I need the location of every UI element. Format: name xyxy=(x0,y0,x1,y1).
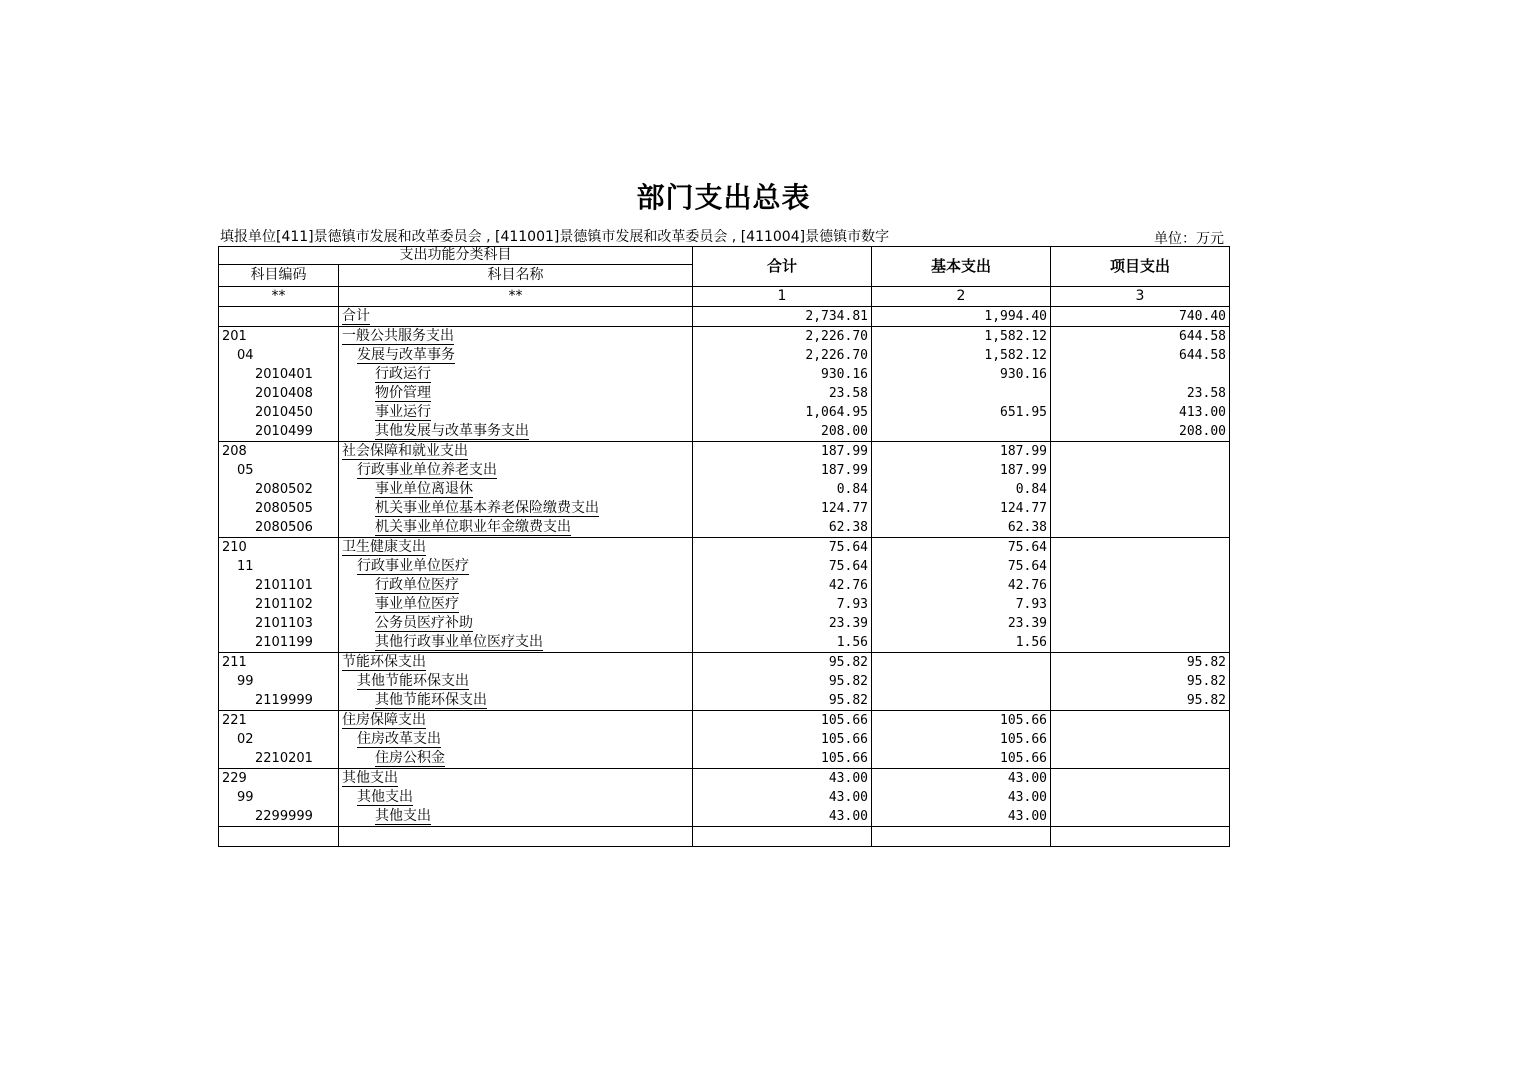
cell-name-text: 其他节能环保支出 xyxy=(375,692,487,708)
cell-basic: 105.66 xyxy=(872,711,1051,731)
cell-total: 2,226.70 xyxy=(693,346,872,365)
cell-name xyxy=(339,384,693,403)
page-title: 部门支出总表 xyxy=(636,181,811,214)
cell-basic xyxy=(872,691,1051,711)
cell-empty xyxy=(1051,827,1230,847)
cell-total: 124.77 xyxy=(693,499,872,518)
cell-basic: 42.76 xyxy=(872,576,1051,595)
cell-total: 7.93 xyxy=(693,595,872,614)
cell-total: 2,734.81 xyxy=(693,307,872,327)
cell-name-text: 事业单位离退休 xyxy=(375,481,473,497)
cell-empty xyxy=(339,827,693,847)
cell-name-text: 行政事业单位养老支出 xyxy=(357,462,497,478)
cell-basic: 62.38 xyxy=(872,518,1051,538)
cell-name xyxy=(339,557,693,576)
cell-basic: 187.99 xyxy=(872,442,1051,462)
cell-name xyxy=(339,788,693,807)
cell-project xyxy=(1051,711,1230,731)
table-row xyxy=(219,557,1230,576)
table-row xyxy=(219,769,1230,789)
cell-name xyxy=(339,346,693,365)
cell-name xyxy=(339,711,693,731)
cell-name-text: 一般公共服务支出 xyxy=(342,328,454,344)
cell-code: 2010408 xyxy=(219,384,339,403)
cell-project xyxy=(1051,614,1230,633)
cell-code: 04 xyxy=(219,346,339,365)
cell-project xyxy=(1051,730,1230,749)
cell-name-text: 社会保障和就业支出 xyxy=(342,443,468,459)
cell-name-text: 住房公积金 xyxy=(375,750,445,766)
header-total: 合计 xyxy=(693,247,872,287)
index-total: 1 xyxy=(693,287,872,307)
cell-total: 187.99 xyxy=(693,442,872,462)
cell-name xyxy=(339,480,693,499)
cell-basic: 105.66 xyxy=(872,730,1051,749)
currency-unit: 单位：万元 xyxy=(1154,231,1224,247)
cell-code: 201 xyxy=(219,327,339,347)
table-row xyxy=(219,691,1230,711)
cell-code: 211 xyxy=(219,653,339,673)
table-row xyxy=(219,595,1230,614)
cell-basic: 75.64 xyxy=(872,557,1051,576)
cell-name-text: 发展与改革事务 xyxy=(357,347,455,363)
cell-code: 2080506 xyxy=(219,518,339,538)
cell-name-text: 住房保障支出 xyxy=(342,712,426,728)
cell-name-text: 住房改革支出 xyxy=(357,731,441,747)
cell-name xyxy=(339,576,693,595)
cell-project xyxy=(1051,576,1230,595)
cell-name xyxy=(339,614,693,633)
header-group: 支出功能分类科目 xyxy=(219,247,693,265)
table-row xyxy=(219,614,1230,633)
cell-empty xyxy=(872,827,1051,847)
table-row xyxy=(219,672,1230,691)
table-row xyxy=(219,442,1230,462)
cell-project xyxy=(1051,538,1230,558)
cell-name-text: 公务员医疗补助 xyxy=(375,615,473,631)
cell-total: 43.00 xyxy=(693,807,872,827)
cell-basic: 930.16 xyxy=(872,365,1051,384)
cell-total: 208.00 xyxy=(693,422,872,442)
cell-name xyxy=(339,365,693,384)
cell-name xyxy=(339,422,693,442)
cell-name-text: 事业运行 xyxy=(375,404,431,420)
cell-code: 2299999 xyxy=(219,807,339,827)
cell-code: 2101103 xyxy=(219,614,339,633)
cell-name-text: 卫生健康支出 xyxy=(342,539,426,555)
cell-basic: 23.39 xyxy=(872,614,1051,633)
header-name: 科目名称 xyxy=(339,265,693,287)
cell-name-text: 行政运行 xyxy=(375,366,431,382)
cell-name xyxy=(339,595,693,614)
cell-project xyxy=(1051,633,1230,653)
table-row xyxy=(219,346,1230,365)
cell-project: 413.00 xyxy=(1051,403,1230,422)
table-row xyxy=(219,653,1230,673)
cell-code xyxy=(219,307,339,327)
cell-code: 210 xyxy=(219,538,339,558)
cell-name-text: 其他支出 xyxy=(342,770,398,786)
table-row xyxy=(219,403,1230,422)
cell-project: 95.82 xyxy=(1051,691,1230,711)
table-row xyxy=(219,711,1230,731)
cell-basic: 0.84 xyxy=(872,480,1051,499)
cell-project: 208.00 xyxy=(1051,422,1230,442)
cell-project xyxy=(1051,595,1230,614)
cell-basic: 7.93 xyxy=(872,595,1051,614)
cell-basic: 75.64 xyxy=(872,538,1051,558)
cell-name-text: 其他发展与改革事务支出 xyxy=(375,423,529,439)
cell-basic xyxy=(872,672,1051,691)
cell-basic: 124.77 xyxy=(872,499,1051,518)
cell-basic: 1.56 xyxy=(872,633,1051,653)
cell-name xyxy=(339,461,693,480)
table-row xyxy=(219,365,1230,384)
cell-project xyxy=(1051,518,1230,538)
header-row-group xyxy=(219,247,1230,265)
cell-code: 2080502 xyxy=(219,480,339,499)
cell-code: 05 xyxy=(219,461,339,480)
table-row xyxy=(219,499,1230,518)
header-basic: 基本支出 xyxy=(872,247,1051,287)
cell-code: 2101101 xyxy=(219,576,339,595)
cell-name-text: 其他行政事业单位医疗支出 xyxy=(375,634,543,650)
table-row xyxy=(219,461,1230,480)
cell-code: 221 xyxy=(219,711,339,731)
cell-name xyxy=(339,518,693,538)
cell-basic: 651.95 xyxy=(872,403,1051,422)
report-meta xyxy=(218,224,1229,246)
cell-project xyxy=(1051,769,1230,789)
cell-name-text: 其他节能环保支出 xyxy=(357,673,469,689)
cell-name xyxy=(339,653,693,673)
cell-name-text: 合计 xyxy=(342,308,370,324)
table-row xyxy=(219,538,1230,558)
cell-name-text: 行政单位医疗 xyxy=(375,577,459,593)
cell-total: 105.66 xyxy=(693,711,872,731)
cell-project: 23.58 xyxy=(1051,384,1230,403)
header-code: 科目编码 xyxy=(219,265,339,287)
cell-project: 95.82 xyxy=(1051,653,1230,673)
header-row-index xyxy=(219,287,1230,307)
cell-project xyxy=(1051,442,1230,462)
table-row xyxy=(219,576,1230,595)
cell-name-text: 机关事业单位职业年金缴费支出 xyxy=(375,519,571,535)
cell-total: 43.00 xyxy=(693,769,872,789)
cell-name xyxy=(339,327,693,347)
cell-project: 644.58 xyxy=(1051,327,1230,347)
cell-empty xyxy=(219,827,339,847)
cell-empty xyxy=(693,827,872,847)
cell-project: 95.82 xyxy=(1051,672,1230,691)
cell-name xyxy=(339,749,693,769)
cell-name xyxy=(339,769,693,789)
cell-total: 2,226.70 xyxy=(693,327,872,347)
cell-total: 1.56 xyxy=(693,633,872,653)
cell-name-text: 其他支出 xyxy=(357,789,413,805)
header-project: 项目支出 xyxy=(1051,247,1230,287)
cell-total: 105.66 xyxy=(693,730,872,749)
cell-basic: 1,582.12 xyxy=(872,346,1051,365)
cell-code: 2101199 xyxy=(219,633,339,653)
table-row xyxy=(219,384,1230,403)
cell-project xyxy=(1051,749,1230,769)
cell-name xyxy=(339,442,693,462)
table-row xyxy=(219,327,1230,347)
cell-project: 644.58 xyxy=(1051,346,1230,365)
cell-basic: 43.00 xyxy=(872,807,1051,827)
cell-basic: 43.00 xyxy=(872,769,1051,789)
cell-name xyxy=(339,307,693,327)
cell-project xyxy=(1051,788,1230,807)
index-code: ** xyxy=(219,287,339,307)
cell-total: 23.58 xyxy=(693,384,872,403)
cell-code: 208 xyxy=(219,442,339,462)
cell-basic: 105.66 xyxy=(872,749,1051,769)
cell-code: 2101102 xyxy=(219,595,339,614)
cell-total: 42.76 xyxy=(693,576,872,595)
cell-name xyxy=(339,730,693,749)
cell-project xyxy=(1051,480,1230,499)
cell-code: 2010499 xyxy=(219,422,339,442)
cell-code: 99 xyxy=(219,672,339,691)
cell-project xyxy=(1051,365,1230,384)
cell-code: 2119999 xyxy=(219,691,339,711)
cell-code: 2080505 xyxy=(219,499,339,518)
cell-name xyxy=(339,499,693,518)
cell-code: 2210201 xyxy=(219,749,339,769)
cell-code: 99 xyxy=(219,788,339,807)
cell-name xyxy=(339,807,693,827)
cell-name-text: 物价管理 xyxy=(375,385,431,401)
cell-project: 740.40 xyxy=(1051,307,1230,327)
table-row xyxy=(219,480,1230,499)
cell-total: 75.64 xyxy=(693,557,872,576)
cell-name xyxy=(339,672,693,691)
table-row xyxy=(219,730,1230,749)
cell-name-text: 节能环保支出 xyxy=(342,654,426,670)
cell-name-text: 机关事业单位基本养老保险缴费支出 xyxy=(375,500,599,516)
index-project: 3 xyxy=(1051,287,1230,307)
table-row xyxy=(219,749,1230,769)
table-row xyxy=(219,422,1230,442)
cell-total: 187.99 xyxy=(693,461,872,480)
cell-name xyxy=(339,691,693,711)
cell-total: 62.38 xyxy=(693,518,872,538)
cell-total: 95.82 xyxy=(693,653,872,673)
expenditure-table xyxy=(218,246,1230,847)
filler-unit: 填报单位[411]景德镇市发展和改革委员会 , [411001]景德镇市发展和改革委员会 , [411004]景德镇市数字 xyxy=(220,229,890,245)
cell-total: 95.82 xyxy=(693,691,872,711)
table-row xyxy=(219,307,1230,327)
cell-total: 75.64 xyxy=(693,538,872,558)
table-row xyxy=(219,788,1230,807)
cell-total: 930.16 xyxy=(693,365,872,384)
cell-project xyxy=(1051,807,1230,827)
cell-basic xyxy=(872,384,1051,403)
cell-basic xyxy=(872,653,1051,673)
table-row xyxy=(219,518,1230,538)
index-basic: 2 xyxy=(872,287,1051,307)
cell-code: 11 xyxy=(219,557,339,576)
cell-name-text: 行政事业单位医疗 xyxy=(357,558,469,574)
cell-total: 43.00 xyxy=(693,788,872,807)
cell-basic: 1,994.40 xyxy=(872,307,1051,327)
table-row xyxy=(219,807,1230,827)
index-name: ** xyxy=(339,287,693,307)
cell-name-text: 事业单位医疗 xyxy=(375,596,459,612)
cell-name-text: 其他支出 xyxy=(375,808,431,824)
cell-total: 0.84 xyxy=(693,480,872,499)
cell-basic: 43.00 xyxy=(872,788,1051,807)
cell-name xyxy=(339,538,693,558)
cell-code: 2010401 xyxy=(219,365,339,384)
cell-name xyxy=(339,403,693,422)
cell-code: 229 xyxy=(219,769,339,789)
table-row-empty xyxy=(219,827,1230,847)
cell-basic: 187.99 xyxy=(872,461,1051,480)
cell-basic xyxy=(872,422,1051,442)
cell-total: 95.82 xyxy=(693,672,872,691)
cell-total: 105.66 xyxy=(693,749,872,769)
cell-project xyxy=(1051,461,1230,480)
cell-code: 02 xyxy=(219,730,339,749)
cell-total: 1,064.95 xyxy=(693,403,872,422)
cell-project xyxy=(1051,499,1230,518)
cell-total: 23.39 xyxy=(693,614,872,633)
cell-project xyxy=(1051,557,1230,576)
cell-name xyxy=(339,633,693,653)
cell-basic: 1,582.12 xyxy=(872,327,1051,347)
cell-code: 2010450 xyxy=(219,403,339,422)
table-row xyxy=(219,633,1230,653)
